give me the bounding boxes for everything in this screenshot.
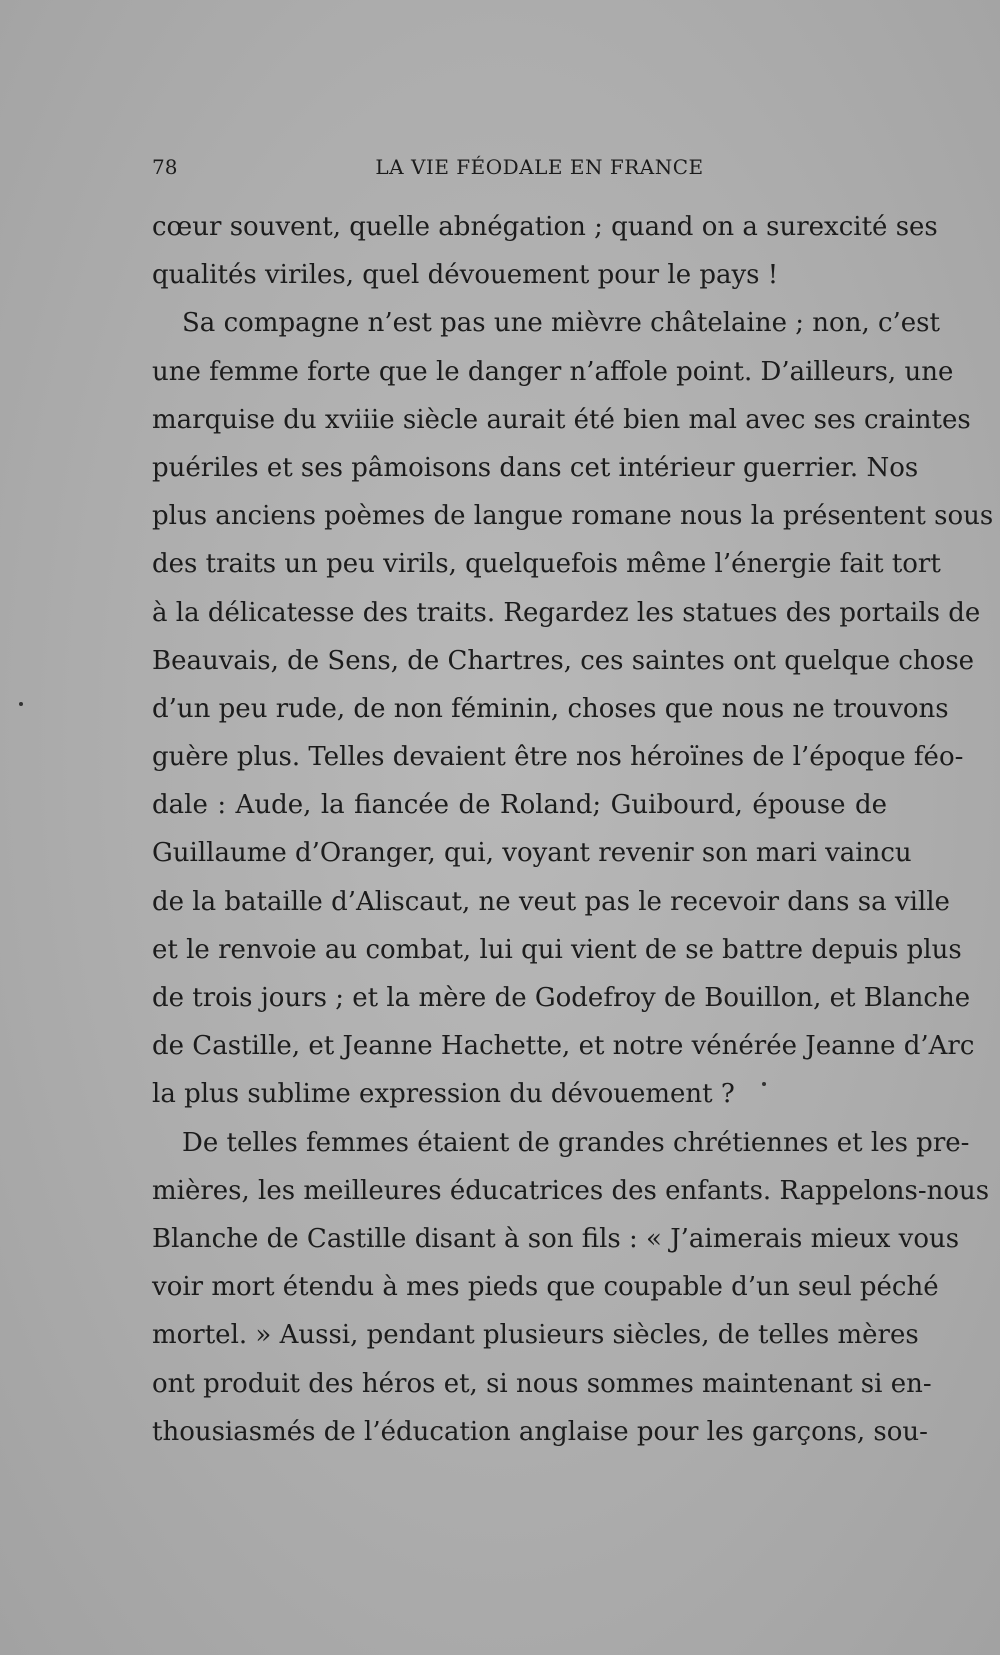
text-line: plus anciens poèmes de langue romane nous la présentent sous — [152, 501, 994, 532]
text-line: de trois jours ; et la mère de Godefroy de Bouillon, et Blanche — [152, 983, 971, 1013]
text-line: à la délicatesse des traits. Regardez les statues des portails de — [152, 597, 981, 628]
text-line: une femme forte que le danger n’affole point. D’ailleurs, une — [152, 356, 954, 387]
running-title: LA VIE FÉODALE EN FRANCE — [375, 155, 704, 179]
text-line: Blanche de Castille disant à son fils : « J’aimerais mieux vous — [152, 1223, 960, 1254]
text-line: mortel. » Aussi, pendant plusieurs siècles, de telles mères — [152, 1320, 919, 1351]
text-line: d’un peu rude, de non féminin, choses que nous ne trouvons — [152, 693, 949, 724]
text-line: Beauvais, de Sens, de Chartres, ces saintes ont quelque chose — [152, 645, 975, 676]
body-text — [152, 203, 994, 1456]
text-line: de Castille, et Jeanne Hachette, et notre vénérée Jeanne d’Arc — [152, 1031, 975, 1062]
text-line: De telles femmes étaient de grandes chrétiennes et les pre- — [182, 1127, 970, 1158]
text-line: thousiasmés de l’éducation anglaise pour les garçons, sou- — [152, 1416, 928, 1447]
page-number: 78 — [152, 155, 178, 179]
text-line: ont produit des héros et, si nous sommes maintenant si en- — [152, 1368, 932, 1399]
text-line: cœur souvent, quelle abnégation ; quand on a surexcité ses — [152, 212, 938, 242]
ink-speck — [19, 702, 23, 706]
text-line: guère plus. Telles devaient être nos héroïnes de l’époque féo- — [152, 742, 964, 773]
page-header — [152, 155, 887, 185]
text-line: la plus sublime expression du dévouement ? — [152, 1079, 735, 1110]
text-line: des traits un peu virils, quelquefois même l’énergie fait tort — [152, 549, 941, 580]
text-line: voir mort étendu à mes pieds que coupable d’un seul péché — [152, 1272, 939, 1303]
text-line: qualités viriles, quel dévouement pour le pays ! — [152, 260, 779, 291]
text-line: et le renvoie au combat, lui qui vient de se battre depuis plus — [152, 934, 962, 965]
text-line: Guillaume d’Oranger, qui, voyant revenir son mari vaincu — [152, 838, 912, 869]
text-line: puériles et ses pâmoisons dans cet intérieur guerrier. Nos — [152, 452, 919, 483]
text-line: marquise du xviiie siècle aurait été bien mal avec ses craintes — [152, 404, 971, 435]
text-line: mières, les meilleures éducatrices des enfants. Rappelons-nous — [152, 1175, 990, 1206]
text-line: de la bataille d’Aliscaut, ne veut pas le recevoir dans sa ville — [152, 886, 950, 917]
text-line: dale : Aude, la fiancée de Roland; Guibourd, épouse de — [152, 790, 887, 821]
text-line: Sa compagne n’est pas une mièvre châtelaine ; non, c’est — [182, 308, 940, 339]
